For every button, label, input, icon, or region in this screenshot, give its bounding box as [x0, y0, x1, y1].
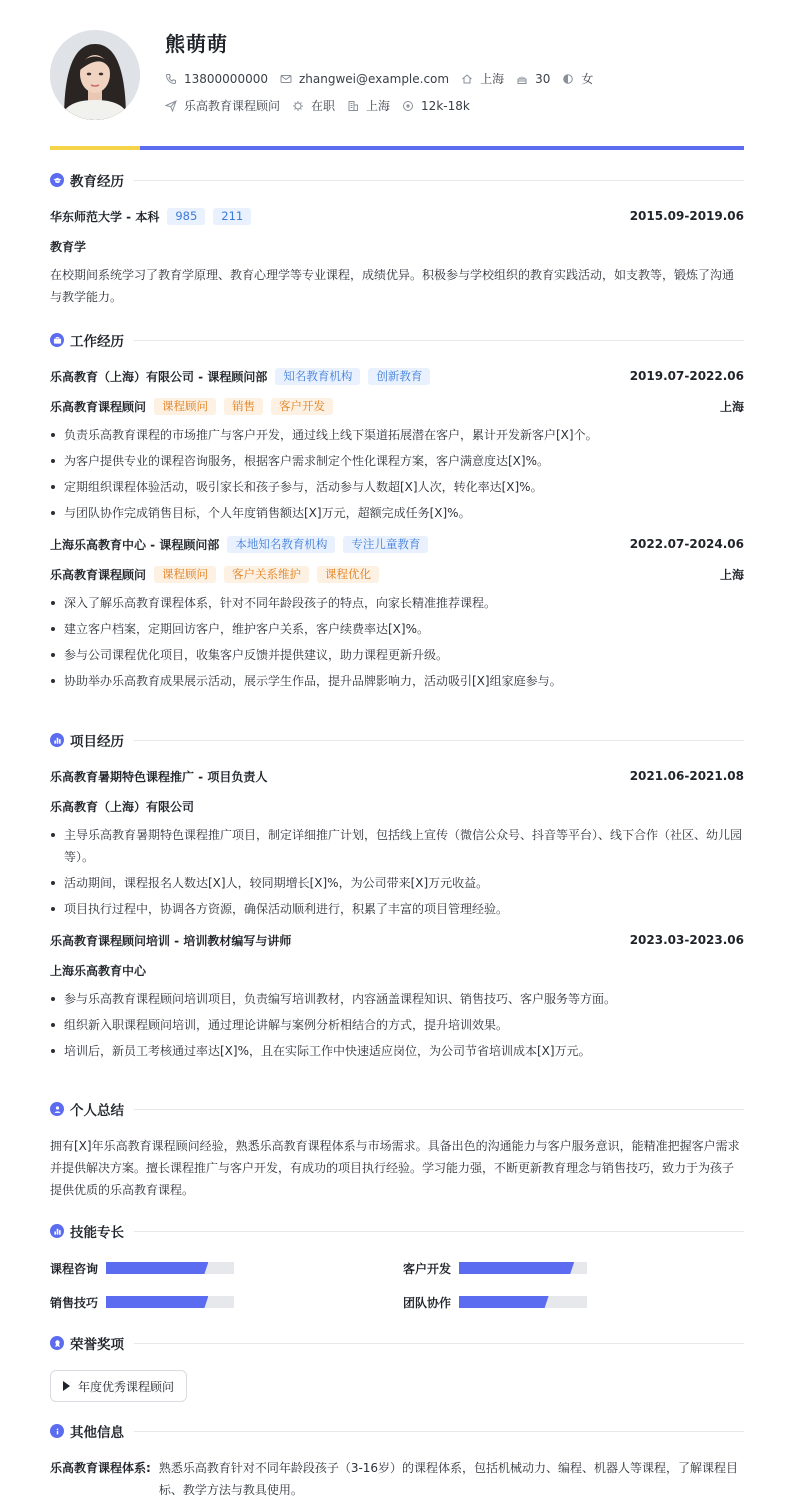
list-item: 组织新入职课程顾问培训，通过理论讲解与案例分析相结合的方式，提升培训效果。: [50, 1014, 744, 1036]
project-name: 乐高教育暑期特色课程推广 - 项目负责人: [50, 769, 268, 784]
education-section: [50, 170, 744, 308]
company-name: 乐高教育（上海）有限公司 - 课程顾问部: [50, 369, 268, 384]
project-bullets: [50, 824, 744, 920]
salary-icon: [402, 100, 414, 112]
list-item: 深入了解乐高教育课程体系，针对不同年龄段孩子的特点，向家长精准推荐课程。: [50, 592, 744, 614]
list-item: 协助举办乐高教育成果展示活动，展示学生作品，提升品牌影响力，活动吸引[X]组家庭参与。: [50, 670, 744, 692]
location-item: [461, 70, 504, 87]
work-item: [50, 366, 744, 524]
skill-bar: [459, 1262, 587, 1274]
major-row: [50, 236, 744, 256]
info-icon: [50, 1424, 64, 1438]
skill-label: 客户开发: [403, 1261, 452, 1276]
skill-label: 销售技巧: [50, 1295, 99, 1310]
chart-icon: [50, 1224, 64, 1238]
list-item: 活动期间，课程报名人数达[X]人，较同期增长[X]%，为公司带来[X]万元收益。: [50, 872, 744, 894]
role-row: [50, 564, 744, 584]
phone-item: [165, 72, 268, 86]
summary-section: [50, 1099, 744, 1201]
role-tag: 课程优化: [317, 566, 379, 583]
skill-label: 课程咨询: [50, 1261, 99, 1276]
project-header: [50, 930, 744, 950]
major: 教育学: [50, 239, 87, 254]
school-name: 华东师范大学 - 本科: [50, 209, 160, 224]
salary-text: 12k-18k: [421, 98, 470, 113]
list-item: 项目执行过程中，协调各方资源，确保活动顺利进行，积累了丰富的项目管理经验。: [50, 898, 744, 920]
role-name: 乐高教育课程顾问: [50, 399, 147, 414]
skill-bar-fill: [459, 1296, 549, 1308]
company-tag: 本地知名教育机构: [227, 536, 335, 553]
work-date: 2019.07-2022.06: [629, 369, 744, 383]
location-text: 上海: [480, 72, 505, 86]
other-info-row: [50, 1457, 744, 1501]
skill-item: [403, 1294, 587, 1310]
award-icon: [50, 1336, 64, 1350]
work-city-text: 上海: [366, 99, 391, 113]
work-item: [50, 534, 744, 692]
list-item: 定期组织课程体验活动，吸引家长和孩子参与，活动参与人数超[X]人次，转化率达[X]%。: [50, 476, 744, 498]
list-item: 参与公司课程优化项目，收集客户反馈并提供建议，助力课程更新升级。: [50, 644, 744, 666]
status-icon: [292, 100, 304, 112]
projects-title: 项目经历: [50, 730, 744, 750]
list-item: 主导乐高教育暑期特色课程推广项目，制定详细推广计划，包括线上宣传（微信公众号、抖音等平台）、线下合作（社区、幼儿园等）。: [50, 824, 744, 868]
job-intent-row: [165, 97, 482, 114]
gender-item: [562, 70, 593, 87]
skill-bar: [106, 1296, 234, 1308]
project-date: 2023.03-2023.06: [629, 933, 744, 947]
work-city-item: [347, 97, 390, 114]
company-tag: 创新教育: [368, 368, 430, 385]
school-tag: 211: [213, 208, 251, 225]
role-tag: 课程顾问: [154, 566, 216, 583]
role-name: 乐高教育课程顾问: [50, 567, 147, 582]
work-item-header: [50, 366, 744, 386]
skills-section: [50, 1221, 744, 1313]
awards-title: 荣誉奖项: [50, 1333, 744, 1353]
list-item: 参与乐高教育课程顾问培训项目，负责编写培训教材，内容涵盖课程知识、销售技巧、客户服务等方面。: [50, 988, 744, 1010]
education-header: [50, 206, 744, 226]
age-item: [516, 72, 550, 86]
project-name: 乐高教育课程顾问培训 - 培训教材编写与讲师: [50, 933, 292, 948]
skill-item: [403, 1260, 587, 1276]
work-city: 上海: [719, 567, 744, 582]
summary-title: 个人总结: [50, 1099, 744, 1119]
salary-item: [402, 99, 470, 113]
role-tag: 客户开发: [271, 398, 333, 415]
project-org-row: [50, 796, 744, 816]
school-tag: 985: [167, 208, 205, 225]
position-item: [165, 97, 280, 114]
skill-label: 团队协作: [403, 1295, 452, 1310]
bar-chart-icon: [50, 733, 64, 747]
project-bullets: [50, 988, 744, 1062]
company-tag: 知名教育机构: [275, 368, 360, 385]
work-date: 2022.07-2024.06: [629, 537, 744, 551]
project-date: 2021.06-2021.08: [629, 769, 744, 783]
project-org: 上海乐高教育中心: [50, 963, 147, 978]
summary-text: 拥有[X]年乐高教育课程顾问经验，熟悉乐高教育课程体系与市场需求。具备出色的沟通能力与客户服务意识，能精准把握客户需求并提供解决方案。擅长课程推广与客户开发，有成功的项目执行经验。学习能力强，不断更新教育理念与销售技巧，致力于为孩子提供优质的乐高教育课程。: [50, 1139, 740, 1197]
building-icon: [347, 100, 359, 112]
skills-title: 技能专长: [50, 1221, 744, 1241]
other-section: [50, 1421, 744, 1501]
candidate-name: 熊萌萌: [165, 32, 228, 56]
company-name: 上海乐高教育中心 - 课程顾问部: [50, 537, 220, 552]
work-title: 工作经历: [50, 330, 744, 350]
skill-bar-fill: [106, 1296, 208, 1308]
briefcase-icon: [50, 333, 64, 347]
gender-text: 女: [581, 72, 594, 86]
other-info-key: 乐高教育课程体系:: [50, 1461, 151, 1475]
project-item: [50, 930, 744, 1062]
position-text: 乐高教育课程顾问: [184, 99, 281, 113]
role-tag: 客户关系维护: [224, 566, 309, 583]
awards-section: [50, 1333, 744, 1402]
skill-bar: [106, 1262, 234, 1274]
status-item: [292, 97, 335, 114]
list-item: 与团队协作完成销售目标，个人年度销售额达[X]万元，超额完成任务[X]%。: [50, 502, 744, 524]
list-item: 为客户提供专业的课程咨询服务，根据客户需求制定个性化课程方案，客户满意度达[X]%。: [50, 450, 744, 472]
award-label: 年度优秀课程顾问: [78, 1379, 175, 1394]
work-bullets: [50, 424, 744, 524]
phone-icon: [165, 73, 177, 85]
skill-bar-fill: [106, 1262, 208, 1274]
education-date: 2015.09-2019.06: [629, 209, 744, 223]
role-tag: 课程顾问: [154, 398, 216, 415]
work-section: [50, 330, 744, 696]
skill-bar: [459, 1296, 587, 1308]
company-tag: 专注儿童教育: [343, 536, 428, 553]
skills-grid: [50, 1253, 744, 1313]
email-text[interactable]: zhangwei@example.com: [298, 71, 450, 86]
email-item: [280, 72, 449, 86]
work-item-header: [50, 534, 744, 554]
list-item: 建立客户档案，定期回访客户，维护客户关系，客户续费率达[X]%。: [50, 618, 744, 640]
projects-section: [50, 730, 744, 1066]
graduation-cap-icon: [50, 173, 64, 187]
status-text: 在职: [311, 99, 336, 113]
age-text: 30: [535, 71, 551, 86]
skill-item: [50, 1260, 234, 1276]
contact-row: [165, 70, 605, 87]
avatar: [50, 30, 140, 120]
send-icon: [165, 100, 177, 112]
project-org-row: [50, 960, 744, 980]
work-bullets: [50, 592, 744, 692]
phone-text[interactable]: 13800000000: [184, 71, 268, 86]
skill-bar-fill: [459, 1262, 574, 1274]
list-item: 负责乐高教育课程的市场推广与客户开发，通过线上线下渠道拓展潜在客户，累计开发新客户[X]个。: [50, 424, 744, 446]
project-org: 乐高教育（上海）有限公司: [50, 799, 195, 814]
user-icon: [50, 1102, 64, 1116]
project-item: [50, 766, 744, 920]
role-tag: 销售: [224, 398, 263, 415]
gender-icon: [562, 73, 574, 85]
play-icon: [63, 1381, 70, 1391]
education-title: 教育经历: [50, 170, 744, 190]
work-city: 上海: [719, 399, 744, 414]
cake-icon: [516, 73, 528, 85]
skill-item: [50, 1294, 234, 1310]
education-description: 在校期间系统学习了教育学原理、教育心理学等专业课程，成绩优异。积极参与学校组织的教育实践活动，如支教等，锻炼了沟通与教学能力。: [50, 268, 735, 304]
project-header: [50, 766, 744, 786]
list-item: 培训后，新员工考核通过率达[X]%，且在实际工作中快速适应岗位，为公司节省培训成本[X]万元。: [50, 1040, 744, 1062]
award-item[interactable]: [50, 1370, 187, 1402]
other-title: 其他信息: [50, 1421, 744, 1441]
home-icon: [461, 73, 473, 85]
other-info-value: 熟悉乐高教育针对不同年龄段孩子（3-16岁）的课程体系，包括机械动力、编程、机器人等课程，了解课程目标、教学方法与教具使用。: [158, 1461, 739, 1497]
role-row: [50, 396, 744, 416]
mail-icon: [280, 73, 292, 85]
resume-header: [50, 0, 744, 146]
header-accent-bar: [50, 146, 744, 150]
